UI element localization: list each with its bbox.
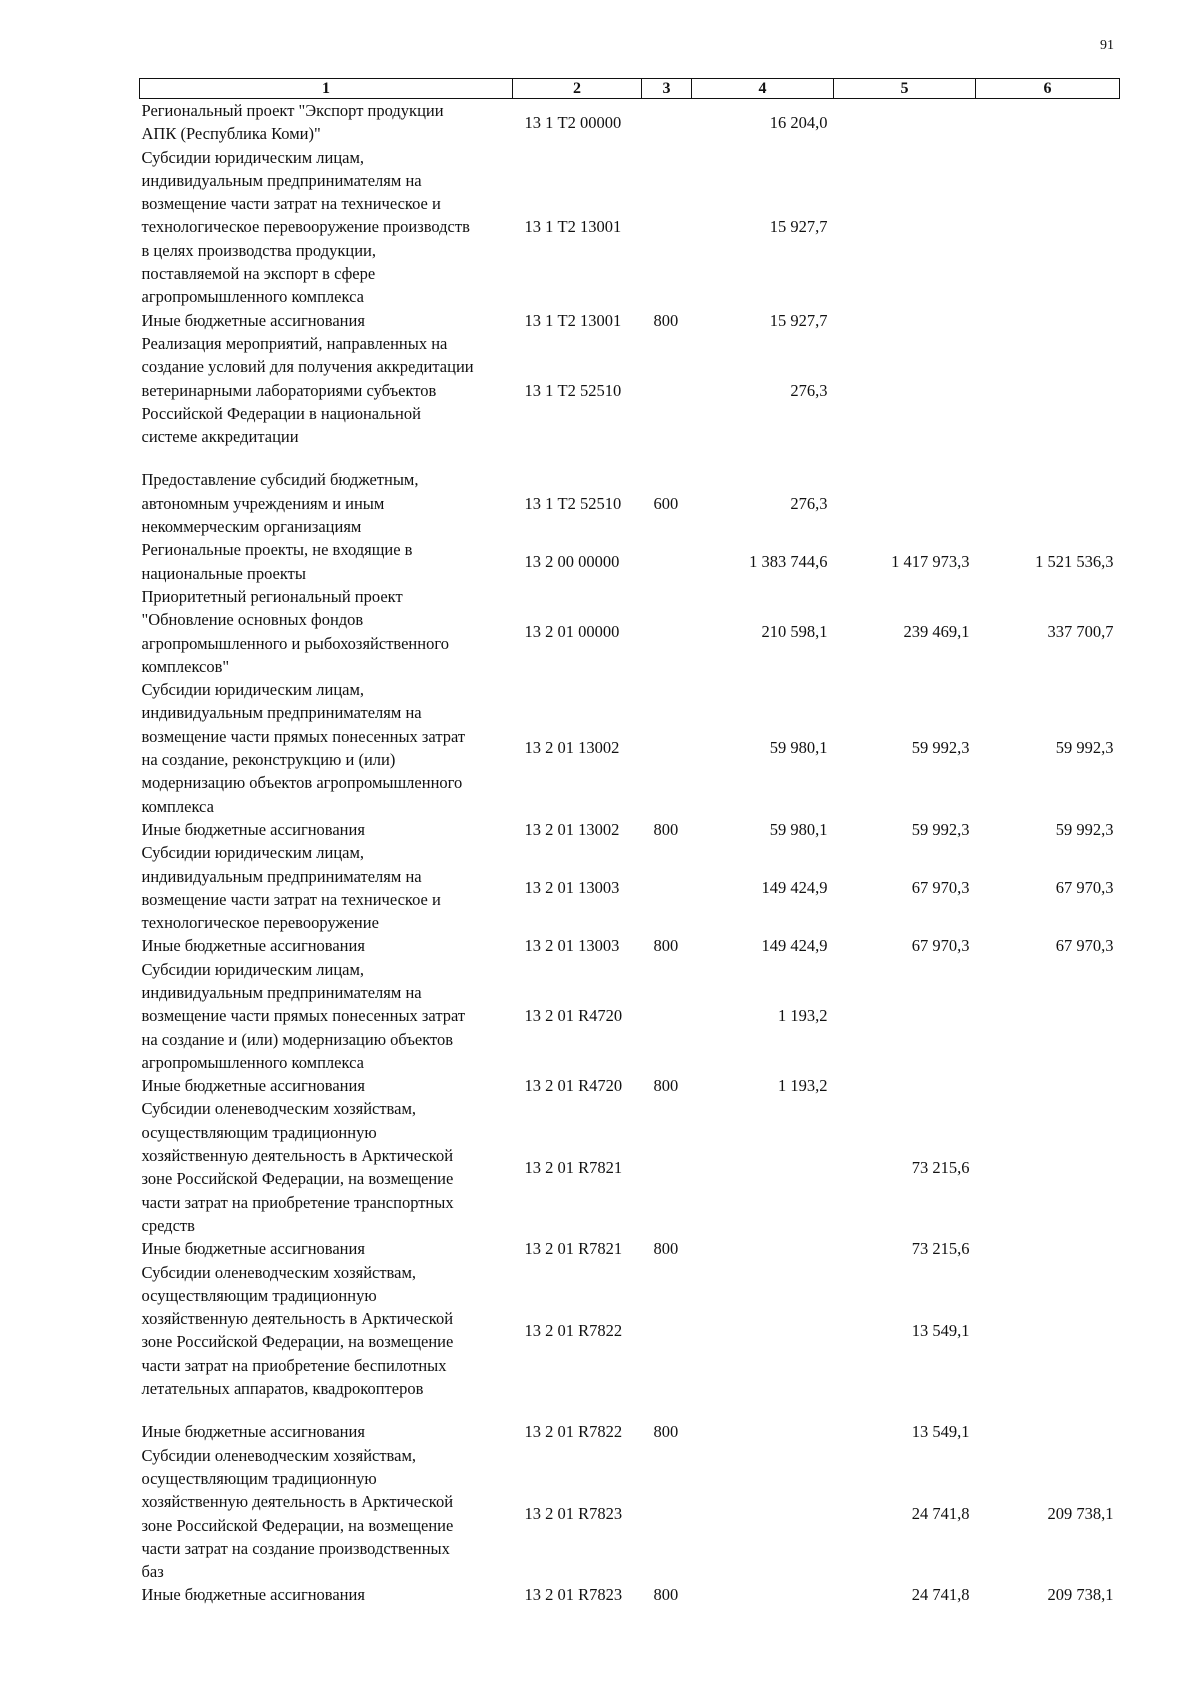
row-name-line: "Обновление основных фондов	[141, 610, 364, 630]
row-name-line: индивидуальным предпринимателям на	[141, 703, 422, 723]
row-value-col6	[976, 1420, 1120, 1443]
row-name-line: части затрат на создание производственных	[141, 1538, 450, 1558]
row-expense-type	[642, 585, 692, 678]
row-value-col4	[692, 1237, 834, 1260]
row-name-line: Региональный проект "Экспорт продукции	[141, 101, 444, 120]
table-body	[140, 99, 1120, 1607]
row-code: 13 2 01 R7821	[524, 1157, 623, 1177]
row-name-line: комплекса	[141, 796, 214, 816]
row-name-line: Субсидии оленеводческим хозяйствам,	[141, 1262, 417, 1282]
row-value-col4: 149 424,9	[761, 878, 828, 898]
row-value-col4	[692, 1420, 834, 1443]
row-expense-type: 600	[653, 493, 679, 513]
row-name-line: Приоритетный региональный проект	[141, 586, 403, 606]
row-name	[140, 1097, 513, 1237]
row-value-col5	[834, 958, 976, 1074]
row-value-col4	[692, 1261, 834, 1401]
row-name-line: зоне Российской Федерации, на возмещение	[141, 1515, 454, 1535]
row-value-col4: 15 927,7	[769, 217, 828, 237]
row-value-col6	[976, 146, 1120, 309]
row-name-line: баз	[141, 1562, 164, 1582]
header-row	[140, 79, 1120, 99]
row-name-line: некоммерческим организациям	[141, 517, 362, 537]
row-name-line: Российской Федерации в национальной	[141, 403, 421, 423]
row-name-line: зоне Российской Федерации, на возмещение	[141, 1332, 454, 1352]
row-name-line: агропромышленного комплекса	[141, 287, 364, 307]
row-name-line: Субсидии юридическим лицам,	[141, 147, 365, 167]
row-expense-type	[642, 146, 692, 309]
table-row	[140, 958, 1120, 1074]
header-col-2: 2	[513, 79, 642, 99]
table-row	[140, 818, 1120, 841]
row-value-col5: 24 741,8	[911, 1503, 970, 1523]
row-code: 13 1 Т2 13001	[524, 217, 622, 237]
row-expense-type	[642, 958, 692, 1074]
row-name-line: Иные бюджетные ассигнования	[141, 1076, 365, 1096]
table-row	[140, 1237, 1120, 1260]
row-name-line: хозяйственную деятельность в Арктической	[141, 1146, 454, 1166]
table-row	[140, 468, 1120, 538]
row-name-line: АПК (Республика Коми)"	[141, 124, 321, 144]
row-code: 13 2 01 13003	[524, 878, 620, 898]
row-name-line: поставляемой на экспорт в сфере	[141, 264, 376, 284]
row-name	[140, 934, 513, 957]
row-name-line: технологическое перевооружение производств	[141, 217, 470, 237]
row-name	[140, 1237, 513, 1260]
row-value-col6	[976, 468, 1120, 538]
table-row	[140, 146, 1120, 309]
row-name	[140, 818, 513, 841]
row-expense-type: 800	[653, 1239, 679, 1259]
row-value-col5	[834, 468, 976, 538]
row-name	[140, 1074, 513, 1097]
row-name-line: хозяйственную деятельность в Арктической	[141, 1492, 454, 1512]
header-col-4: 4	[692, 79, 834, 99]
table-row	[140, 1583, 1120, 1606]
row-name	[140, 309, 513, 332]
row-spacer-cell	[140, 1400, 1120, 1420]
table-row	[140, 1097, 1120, 1237]
row-name	[140, 468, 513, 538]
row-value-col5	[834, 99, 976, 146]
row-expense-type: 800	[653, 1076, 679, 1096]
row-name-line: Предоставление субсидий бюджетным,	[141, 470, 419, 490]
row-name-line: на создание и (или) модернизацию объектов	[141, 1029, 454, 1049]
row-name-line: индивидуальным предпринимателям на	[141, 170, 422, 190]
row-code: 13 1 Т2 52510	[524, 493, 622, 513]
row-name-line: части затрат на приобретение беспилотных	[141, 1355, 447, 1375]
row-value-col4	[692, 1583, 834, 1606]
row-name-line: в целях производства продукции,	[141, 240, 376, 260]
row-name	[140, 1583, 513, 1606]
row-value-col5: 13 549,1	[911, 1320, 970, 1340]
row-name-line: индивидуальным предпринимателям на	[141, 866, 422, 886]
row-name-line: Иные бюджетные ассигнования	[141, 1585, 365, 1605]
table-row	[140, 1261, 1120, 1401]
row-value-col5	[834, 332, 976, 448]
row-value-col6: 337 700,7	[1047, 621, 1114, 641]
row-code: 13 2 01 00000	[524, 621, 620, 641]
row-spacer	[140, 1400, 1120, 1420]
table-row	[140, 678, 1120, 818]
row-name-line: Иные бюджетные ассигнования	[141, 819, 365, 839]
row-value-col4: 1 193,2	[778, 1076, 828, 1096]
budget-table	[139, 78, 1120, 1607]
row-value-col5: 67 970,3	[911, 936, 970, 956]
table-row	[140, 841, 1120, 934]
row-value-col6	[976, 1074, 1120, 1097]
row-name	[140, 99, 513, 146]
row-name	[140, 841, 513, 934]
row-expense-type	[642, 332, 692, 448]
row-value-col6: 59 992,3	[1055, 819, 1114, 839]
row-expense-type	[642, 1097, 692, 1237]
header-col-1: 1	[140, 79, 513, 99]
row-name-line: автономным учреждениям и иным	[141, 493, 385, 513]
row-name-line: национальные проекты	[141, 563, 306, 583]
row-name-line: модернизацию объектов агропромышленного	[141, 773, 463, 793]
row-value-col6	[976, 958, 1120, 1074]
row-expense-type: 800	[653, 310, 679, 330]
row-value-col5: 1 417 973,3	[891, 551, 970, 571]
row-name-line: части затрат на приобретение транспортных	[141, 1192, 454, 1212]
row-value-col4: 15 927,7	[769, 310, 828, 330]
row-name-line: средств	[141, 1215, 195, 1235]
row-value-col4: 1 193,2	[778, 1006, 828, 1026]
row-code: 13 2 01 R7822	[524, 1320, 623, 1340]
row-value-col5: 24 741,8	[911, 1585, 970, 1605]
row-name-line: Субсидии оленеводческим хозяйствам,	[141, 1099, 417, 1119]
row-value-col6	[976, 1261, 1120, 1401]
row-value-col6: 1 521 536,3	[1035, 551, 1114, 571]
row-value-col5	[834, 1074, 976, 1097]
row-name-line: агропромышленного и рыбохозяйственного	[141, 633, 449, 653]
row-name-line: летательных аппаратов, квадрокоптеров	[141, 1379, 424, 1399]
table-row	[140, 1420, 1120, 1443]
row-name-line: Субсидии юридическим лицам,	[141, 843, 365, 863]
row-value-col6: 209 738,1	[1047, 1503, 1114, 1523]
row-name-line: возмещение части затрат на техническое и	[141, 889, 441, 909]
row-name-line: осуществляющим традиционную	[141, 1468, 377, 1488]
row-expense-type: 800	[653, 819, 679, 839]
row-value-col5: 59 992,3	[911, 819, 970, 839]
row-code: 13 2 01 R4720	[524, 1076, 623, 1096]
row-name	[140, 958, 513, 1074]
row-value-col4	[692, 1444, 834, 1584]
row-name-line: Субсидии юридическим лицам,	[141, 680, 365, 700]
table-row	[140, 538, 1120, 585]
row-value-col5: 13 549,1	[911, 1422, 970, 1442]
row-name	[140, 1444, 513, 1584]
row-value-col6	[976, 99, 1120, 146]
row-expense-type	[642, 1444, 692, 1584]
row-value-col5	[834, 146, 976, 309]
row-expense-type	[642, 841, 692, 934]
row-expense-type: 800	[653, 936, 679, 956]
row-value-col6: 67 970,3	[1055, 936, 1114, 956]
row-name	[140, 146, 513, 309]
row-expense-type: 800	[653, 1422, 679, 1442]
row-code: 13 2 01 13003	[524, 936, 620, 956]
table-row	[140, 1074, 1120, 1097]
row-name-line: Региональные проекты, не входящие в	[141, 540, 413, 560]
row-code: 13 2 00 00000	[524, 551, 620, 571]
row-name	[140, 332, 513, 448]
row-name-line: комплексов"	[141, 656, 230, 676]
header-col-5: 5	[834, 79, 976, 99]
row-code: 13 1 Т2 52510	[524, 380, 622, 400]
header-col-3: 3	[642, 79, 692, 99]
row-name-line: Субсидии юридическим лицам,	[141, 959, 365, 979]
row-name	[140, 1261, 513, 1401]
row-value-col5: 73 215,6	[911, 1239, 970, 1259]
row-name-line: Иные бюджетные ассигнования	[141, 936, 365, 956]
page-number: 91	[1100, 38, 1114, 53]
row-name-line: возмещение части прямых понесенных затрат	[141, 1006, 466, 1026]
row-value-col6: 67 970,3	[1055, 878, 1114, 898]
row-code: 13 2 01 R7823	[524, 1585, 623, 1605]
row-name-line: осуществляющим традиционную	[141, 1285, 377, 1305]
row-value-col4: 276,3	[790, 380, 828, 400]
row-value-col5: 67 970,3	[911, 878, 970, 898]
row-name-line: Иные бюджетные ассигнования	[141, 1239, 365, 1259]
row-name-line: ветеринарными лабораториями субъектов	[141, 380, 437, 400]
row-name-line: зоне Российской Федерации, на возмещение	[141, 1169, 454, 1189]
table-row	[140, 99, 1120, 146]
row-name-line: индивидуальным предпринимателям на	[141, 982, 422, 1002]
row-name-line: Реализация мероприятий, направленных на	[141, 333, 448, 353]
row-value-col6: 59 992,3	[1055, 738, 1114, 758]
row-name-line: возмещение части затрат на техническое и	[141, 194, 441, 214]
row-expense-type: 800	[653, 1585, 679, 1605]
row-name-line: на создание, реконструкцию и (или)	[141, 750, 396, 770]
table-row	[140, 934, 1120, 957]
row-name-line: системе аккредитации	[141, 427, 299, 447]
row-spacer	[140, 448, 1120, 468]
row-name	[140, 585, 513, 678]
row-code: 13 2 01 R4720	[524, 1006, 623, 1026]
row-value-col5: 59 992,3	[911, 738, 970, 758]
row-value-col4: 276,3	[790, 493, 828, 513]
row-value-col5: 239 469,1	[903, 621, 970, 641]
row-code: 13 2 01 13002	[524, 738, 620, 758]
row-name-line: агропромышленного комплекса	[141, 1052, 364, 1072]
row-value-col6	[976, 332, 1120, 448]
row-expense-type	[642, 678, 692, 818]
row-name-line: Субсидии оленеводческим хозяйствам,	[141, 1445, 417, 1465]
row-code: 13 2 01 R7823	[524, 1503, 623, 1523]
row-name-line: Иные бюджетные ассигнования	[141, 1422, 365, 1442]
row-name-line: Иные бюджетные ассигнования	[141, 310, 365, 330]
table-row	[140, 332, 1120, 448]
row-value-col4: 149 424,9	[761, 936, 828, 956]
row-name	[140, 538, 513, 585]
row-code: 13 1 Т2 00000	[524, 112, 622, 132]
row-code: 13 2 01 R7822	[524, 1422, 623, 1442]
row-value-col5: 73 215,6	[911, 1157, 970, 1177]
header-col-6: 6	[976, 79, 1120, 99]
row-value-col6	[976, 1237, 1120, 1260]
row-name-line: хозяйственную деятельность в Арктической	[141, 1309, 454, 1329]
row-name-line: создание условий для получения аккредитации	[141, 357, 474, 377]
row-value-col4: 16 204,0	[769, 112, 828, 132]
table-row	[140, 585, 1120, 678]
row-value-col4: 1 383 744,6	[749, 551, 828, 571]
row-value-col5	[834, 309, 976, 332]
row-name-line: возмещение части прямых понесенных затрат	[141, 726, 466, 746]
row-code: 13 1 Т2 13001	[524, 310, 622, 330]
row-value-col6	[976, 1097, 1120, 1237]
row-expense-type	[642, 99, 692, 146]
row-value-col4: 59 980,1	[769, 819, 828, 839]
row-spacer-cell	[140, 448, 1120, 468]
row-code: 13 2 01 13002	[524, 819, 620, 839]
row-name-line: технологическое перевооружение	[141, 913, 379, 933]
row-value-col4: 210 598,1	[761, 621, 828, 641]
row-value-col6: 209 738,1	[1047, 1585, 1114, 1605]
row-expense-type	[642, 1261, 692, 1401]
row-name-line: осуществляющим традиционную	[141, 1122, 377, 1142]
row-value-col6	[976, 309, 1120, 332]
row-name	[140, 1420, 513, 1443]
row-expense-type	[642, 538, 692, 585]
table-row	[140, 1444, 1120, 1584]
table-row	[140, 309, 1120, 332]
row-code: 13 2 01 R7821	[524, 1239, 623, 1259]
row-value-col4	[692, 1097, 834, 1237]
row-value-col4: 59 980,1	[769, 738, 828, 758]
row-name	[140, 678, 513, 818]
